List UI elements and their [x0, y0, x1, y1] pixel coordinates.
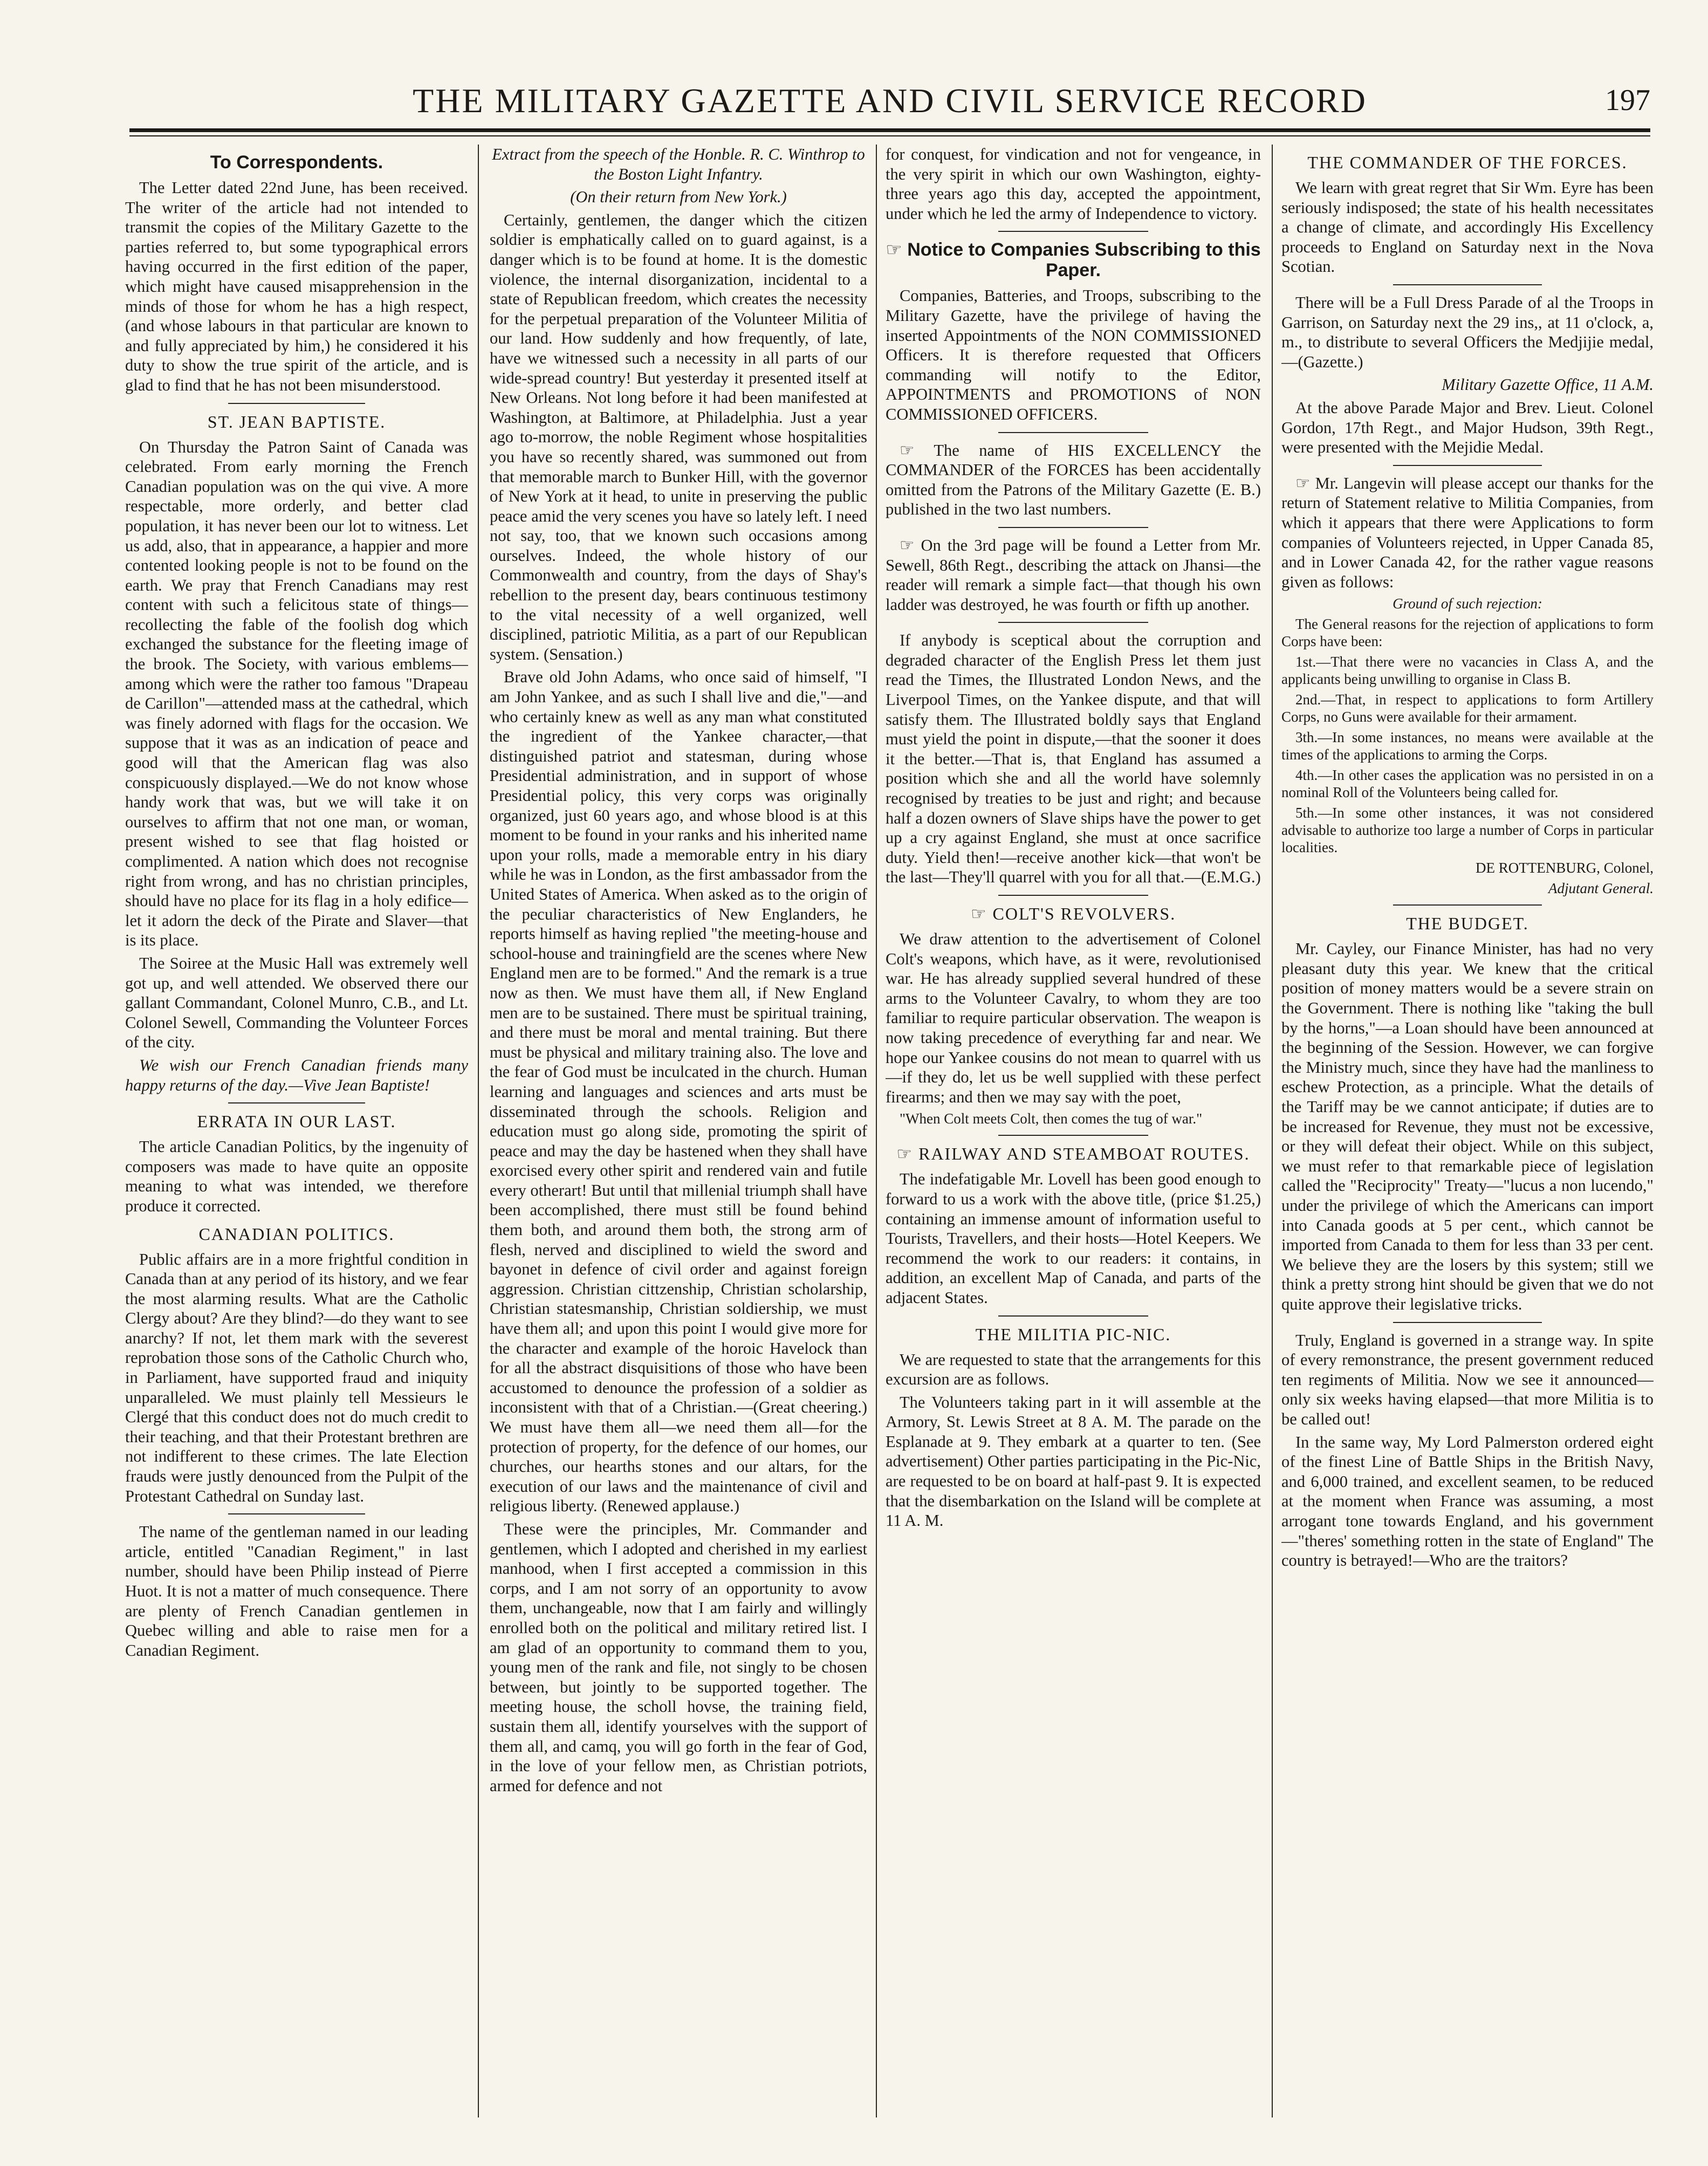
divider: [1393, 465, 1542, 466]
speech-paragraph: Brave old John Adams, who once said of himself, "I am John Yankee, and as such I shall live and die,"—and who certainly knew as well as any man what constituted the ingredient of the Yankee character,—that distinguished patriot and statesman, during whose Presidential administration, and in support of whose Presidential policy, this very corps was originally organized, just 60 years ago, and whose blood is at this moment to be found in your ranks and his inherited name upon your rolls, made a memorable entry in his diary while he was in London, as the first ambassador from the United States of America. When asked as to the origin of the peculiar characteristics of New Englanders, he reports himself as having replied "the meeting-house and school-house and trainingfield are the scenes where New England men are to be formed." And the remark is a true now as then. We must have them all, if New England men are to be sustained. There must be spiritual training, and there must be moral and mental training. But there must be physical and military training also. The love and the fear of God must be inculcated in the church. Human learning and languages and sciences and arts must be disseminated through the schools. Religion and education must go along side, promoting the spirit of peace and may the day be hastened when they shall have exorcised every other spirit and rendered vain and futile every otherart! But until that millenial triumph shall have been accomplished, there must still be found behind them both, and around them both, the strong arm of flesh, nerved and disciplined to wield the sword and bayonet in defence of civil order and against foreign aggression. Christian cittzenship, Christian scholarship, Christian statesmanship, Christian soldiership, we must have them all; and upon this point I would give more for the character and example of the horoic Havelock than for all the abstract disquisitions of those who have been accustomed to denounce the profession of a soldier as inconsistent with that of a Christian.—(Great cheering.) We must have them all—we need them all—for the protection of property, for the defence of our homes, our churches, our hearths stones and our altars, for the execution of our laws and the maintenance of civil and religious liberty. (Renewed applause.): [490, 668, 867, 1516]
picnic-paragraph: We are requested to state that the arrangements for this excursion are as follows.: [886, 1350, 1261, 1389]
column-divider: [478, 145, 479, 2117]
rejection-reason: 4th.—In other cases the application was no persisted in on a nominal Roll of the Volunteers being called for.: [1281, 767, 1654, 801]
medal-text: At the above Parade Major and Brev. Lieut. Colonel Gordon, 17th Regt., and Major Hudson, 39th Regt., were presented with the Mejidie Medal.: [1281, 398, 1654, 457]
stjean-heading: ST. JEAN BAPTISTE.: [207, 412, 386, 431]
sewell-notice: ☞ On the 3rd page will be found a Letter from Mr. Sewell, 86th Regt., describing the attack on Jhansi—the reader will remark a simple fact—that though his own ladder was destroyed, he was fourth or fifth up another.: [886, 536, 1261, 614]
header-rule: [129, 128, 1650, 132]
divider: [998, 527, 1148, 528]
budget-heading: THE BUDGET.: [1406, 914, 1529, 934]
divider: [998, 432, 1148, 433]
railway-text: The indefatigable Mr. Lovell has been good enough to forward to us a work with the above title, (price $1.25,) containing an immense amount of information useful to Tourists, Travellers, and their hosts—Hotel Keepers. We recommend the work to our readers: it contains, in addition, an excellent Map of Canada, and parts of the adjacent States.: [886, 1170, 1261, 1307]
divider: [1393, 1322, 1542, 1323]
rejection-reason: 5th.—In some other instances, it was not considered advisable to authorize too large a number of Corps in particular localities.: [1281, 805, 1654, 856]
picnic-heading: THE MILITIA PIC-NIC.: [975, 1324, 1171, 1344]
newspaper-title: THE MILITARY GAZETTE AND CIVIL SERVICE RECORD: [413, 81, 1367, 120]
column-4: [1281, 145, 1654, 2128]
errata-text: The article Canadian Politics, by the ingenuity of composers was made to have quite an opposite meaning to what was intended, we therefore produce it corrected.: [125, 1137, 468, 1215]
divider: [1393, 904, 1542, 906]
budget-text: Mr. Cayley, our Finance Minister, has had no very pleasant duty this year. We knew that the critical position of money matters would be a severe strain on the Government. There is nothing like "taking the bull by the horns,"—a Loan should have been announced at the beginning of the Session. However, we can forgive the Ministry much, since they have had the manliness to eschew Protection, as a principle. What the details of the Tariff may be we cannot anticipate; if duties are to be increased for Revenue, they must not be excessive, or they will defeat their object. While on this subject, we must refer to that remarkable piece of legislation called the "Reciprocity" Treaty—"lucus a non lucendo," under the privilege of which the Americans can import into Canada goods at 5 per cent., which cannot be imported from Canada to them for less than 33 per cent. We believe they are the losers by this system; still we think a pretty strong hint should be given that we do not quite approve their legislative tricks.: [1281, 940, 1654, 1313]
divider: [998, 231, 1148, 232]
column-1: [125, 145, 468, 2128]
stjean-paragraph: We wish our French Canadian friends many happy returns of the day.—Vive Jean Baptiste!: [125, 1055, 468, 1094]
colt-text: We draw attention to the advertisement of Colonel Colt's weapons, which have, as it were, revolutionised war. He has already supplied several hundred of these arms to the Volunteer Cavalry, to whom they are too familiar to require particular observation. The weapon is now taking precedence of everything far and near. We hope our Yankee cousins do not mean to quarrel with us—if they do, let us be well supplied with these perfect firearms; and then we may say with the poet,: [886, 930, 1261, 1106]
picnic-paragraph: The Volunteers taking part in it will assemble at the Armory, St. Lewis Street at 8 A. M. The parade on the Esplanade at 9. They embark at a quarter to ten. (See advertisement) Other parties participating in the Pic-Nic, are requested to be on board at half-past 9. It is expected that the disembarkation on the Island will be complete at 11 A. M.: [886, 1393, 1261, 1530]
commander-text: We learn with great regret that Sir Wm. Eyre has been seriously indisposed; the state of his health necessitates a change of climate, and accordingly His Excellency proceeds to England on Saturday next in the Nova Scotian.: [1281, 179, 1654, 276]
rejection-heading: Ground of such rejection:: [1393, 595, 1542, 612]
railway-heading: ☞ RAILWAY AND STEAMBOAT ROUTES.: [896, 1144, 1250, 1164]
divider: [228, 1513, 365, 1514]
colt-quote: "When Colt meets Colt, then comes the tug of war.": [900, 1111, 1203, 1127]
signature-title: Adjutant General.: [1548, 880, 1654, 897]
column-2: [490, 145, 867, 2128]
speech-continuation: for conquest, for vindication and not for vengeance, in the very spirit in which our own Washington, eighty-three years ago this day, accepted the appointment, under which he led the army of Independence to victory.: [886, 145, 1261, 223]
page-number: 197: [1605, 84, 1650, 117]
divider: [998, 622, 1148, 623]
stjean-paragraph: The Soiree at the Music Hall was extremely well got up, and well attended. We observed there our gallant Commandant, Colonel Munro, C.B., and Lt. Colonel Sewell, Commanding the Volunteer Forces of the city.: [125, 954, 468, 1052]
rejection-reason: The General reasons for the rejection of applications to form Corps have been:: [1281, 616, 1654, 650]
colt-heading: ☞ COLT'S REVOLVERS.: [970, 904, 1176, 923]
correspondents-heading: To Correspondents.: [210, 152, 383, 173]
masthead: [129, 81, 1650, 129]
divider: [998, 1135, 1148, 1136]
parade-notice: There will be a Full Dress Parade of al the Troops in Garrison, on Saturday next the 29 ins,, at 11 o'clock, a, m., to distribute to several Officers the Medjijie medal,—(Gazette.): [1281, 293, 1654, 371]
signature-name: DE ROTTENBURG, Colonel,: [1476, 860, 1654, 876]
england-paragraph: Truly, England is governed in a strange way. In spite of every remonstrance, the present government reduced ten regiments of Militia. Now we see it announced—only six weeks having elapsed—that more Militia is to be called out!: [1281, 1331, 1654, 1428]
divider: [1393, 284, 1542, 285]
stjean-paragraph: On Thursday the Patron Saint of Canada was celebrated. From early morning the French Canadian population was on the qui vive. A more respectable, more orderly, and better clad population, it has never been our lot to witness. Let us add, also, that in appearance, a happier and more contented looking people is not to be found on the earth. We pray that French Canadians may rest content with such a felicitous state of things—recollecting the fable of the foolish dog which exchanged the substance for the fleeting image of the brook. The Society, with various emblems—among which were the rather too famous "Drapeau de Carillon"—attended mass at the cathedral, which was finely adorned with flags for the occasion. We suppose that it was as an indication of peace and good will that the American flag was also conspicuously displayed.—We do not know whose handy work that was, but we will take it on ourselves to affirm that not one man, or woman, present wished to see that flag hoisted or complimented. A nation which does not recognise right from wrong, and has no christian principles, should have no place for its flag in a holy edifice—let it adorn the deck of the Pirate and Slaver—that is its place.: [125, 437, 468, 950]
divider: [998, 1315, 1148, 1317]
palmerston-paragraph: In the same way, My Lord Palmerston ordered eight of the finest Line of Battle Ships in the British Navy, and 6,000 trained, and excellent seamen, to be reduced at the moment when France was assuming, a most arrogant tone towards England, and his government—"theres' something rotten in the state of England" The country is betrayed!—Who are the traitors?: [1281, 1432, 1654, 1570]
column-3: [886, 145, 1261, 2128]
extract-heading: Extract from the speech of the Honble. R. C. Winthrop to the Boston Light Infantry.: [492, 145, 865, 183]
rejection-reason: 3th.—In some instances, no means were available at the times of the applications to arming the Corps.: [1281, 729, 1654, 763]
office-dateline: Military Gazette Office, 11 A.M.: [1442, 375, 1654, 394]
excellency-notice: ☞ The name of HIS EXCELLENCY the COMMANDER of the FORCES has been accidentally omitted from the Patrons of the Military Gazette (E. B.) published in the two last numbers.: [886, 441, 1261, 519]
huot-correction-text: The name of the gentleman named in our leading article, entitled "Canadian Regiment," in last number, should have been Philip instead of Pierre Huot. It is not a matter of much consequence. There are plenty of French Canadian gentlemen in Quebec willing and able to raise men for a Canadian Regiment.: [125, 1523, 468, 1660]
speech-paragraph: These were the principles, Mr. Commander and gentlemen, which I adopted and cherished in my earliest manhood, when I first accepted a commission in this corps, and I am not sorry of an opportunity to avow them, unchangeable, now that I am fairly and willingly enrolled both on the political and military retired list. I am glad of an opportunity to command them to you, young men of the rank and file, not singly to be chosen between, but jointly to be supported together. The meeting house, the scholl hovse, the training field, sustain them all, identify yourselves with the support of them all, and camq, you will go forth in the fear of God, in the love of your fellow men, as Christian potriots, armed for defence and not: [490, 1519, 867, 1795]
column-divider: [1272, 145, 1273, 2117]
column-divider: [876, 145, 877, 2117]
header-rule-thin: [129, 135, 1650, 136]
commander-heading: THE COMMANDER OF THE FORCES.: [1307, 153, 1628, 172]
correspondents-text: The Letter dated 22nd June, has been received. The writer of the article had not intended to transmit the copies of the Military Gazette to the parties referred to, but some typographical errors having occurred in the first edition of the paper, which might have caused misapprehension in the minds of those for whom he has a high respect, (and whose labours in that particular are known to and fully appreciated by him,) he considered it his duty to show the true spirit of the article, and is glad to find that he has not been misunderstood.: [125, 179, 468, 394]
divider: [998, 895, 1148, 896]
divider: [228, 1102, 365, 1103]
rejection-reason: 1st.—That there were no vacancies in Class A, and the applicants being unwilling to organise in Class B.: [1281, 654, 1654, 688]
langevin-notice: ☞ Mr. Langevin will please accept our thanks for the return of Statement relative to Militia Companies, from which it appears that there were Applications to form companies of Volunteers rejected, in Upper Canada 85, and in Lower Canada 42, for the rather vague reasons given as follows:: [1281, 474, 1654, 591]
rejection-reason: 2nd.—That, in respect to applications to form Artillery Corps, no Guns were available for their armament.: [1281, 691, 1654, 725]
notice-heading: ☞ Notice to Companies Subscribing to this Paper.: [886, 239, 1261, 281]
politics-text: Public affairs are in a more frightful condition in Canada than at any period of its history, and we fear the most alarming results. What are the Catholic Clergy about? Are they blind?—do they want to see anarchy? If not, let them mark with the severest reprobation those sons of the Catholic Church who, in Parliament, have supported fraud and iniquity unparalleled. We must plainly tell Messieurs le Clergé that this conduct does not do much credit to their teaching, and that their Protestant brethren are not indifferent to these crimes. The late Election frauds were justly denounced from the Pulpit of the Protestant Cathedral on Sunday last.: [125, 1250, 468, 1505]
press-paragraph: If anybody is sceptical about the corruption and degraded character of the English Press let them just read the Times, the Illustrated London News, and the Liverpool Times, on the Yankee dispute, and that will satisfy them. The Illustrated boldly says that England must yield the point in dispute,—that the sooner it does it the better.—That is, that England has assumed a position which she and all the world have solemnly recognised by treaties to be just and right; and because half a dozen owners of Slave ships have the power to get up a cry against England, she must at once sacrifice duty. Yield then!—receive another kick—that won't be the last—They'll quarrel with you for all that.—(E.M.G.): [886, 631, 1261, 887]
extract-subheading: (On their return from New York.): [570, 188, 787, 207]
politics-heading: CANADIAN POLITICS.: [198, 1224, 395, 1244]
divider: [228, 403, 365, 404]
notice-text: Companies, Batteries, and Troops, subscribing to the Military Gazette, have the privilege of having the inserted Appointments of the NON COMMISSIONED Officers. It is therefore requested that Officers commanding will notify to the Editor, APPOINTMENTS and PROMOTIONS of NON COMMISSIONED OFFICERS.: [886, 286, 1261, 423]
errata-heading: ERRATA IN OUR LAST.: [197, 1112, 396, 1132]
speech-paragraph: Certainly, gentlemen, the danger which the citizen soldier is emphatically called on to guard against, is a danger which is to be found at home. It is the domestic violence, the internal disorganization, incidental to a state of Republican freedom, which creates the necessity for the perpetual preparation of the Volunteer Militia of our land. How suddenly and how frequently, of late, have we witnessed such a necessity in all parts of our wide-spread country! But yesterday it presented itself at New Orleans. Not long before it had been manifested at Washington, at Baltimore, at Philadelphia. Just a year ago to-morrow, the noble Regiment whose hospitalities you have so recently shared, was summoned out from that memorable march to Bunker Hill, with the governor of New York at it head, to unite in preserving the public peace amid the very scenes you have so lately left. I need not say, too, that we known such occasions among ourselves. Indeed, the whole history of our Commonwealth and country, from the days of Shay's rebellion to the present day, bears continuous testimony to the vital necessity of a well organized, well disciplined, patriotic Militia, as a part of our Republican system. (Sensation.): [490, 210, 867, 663]
